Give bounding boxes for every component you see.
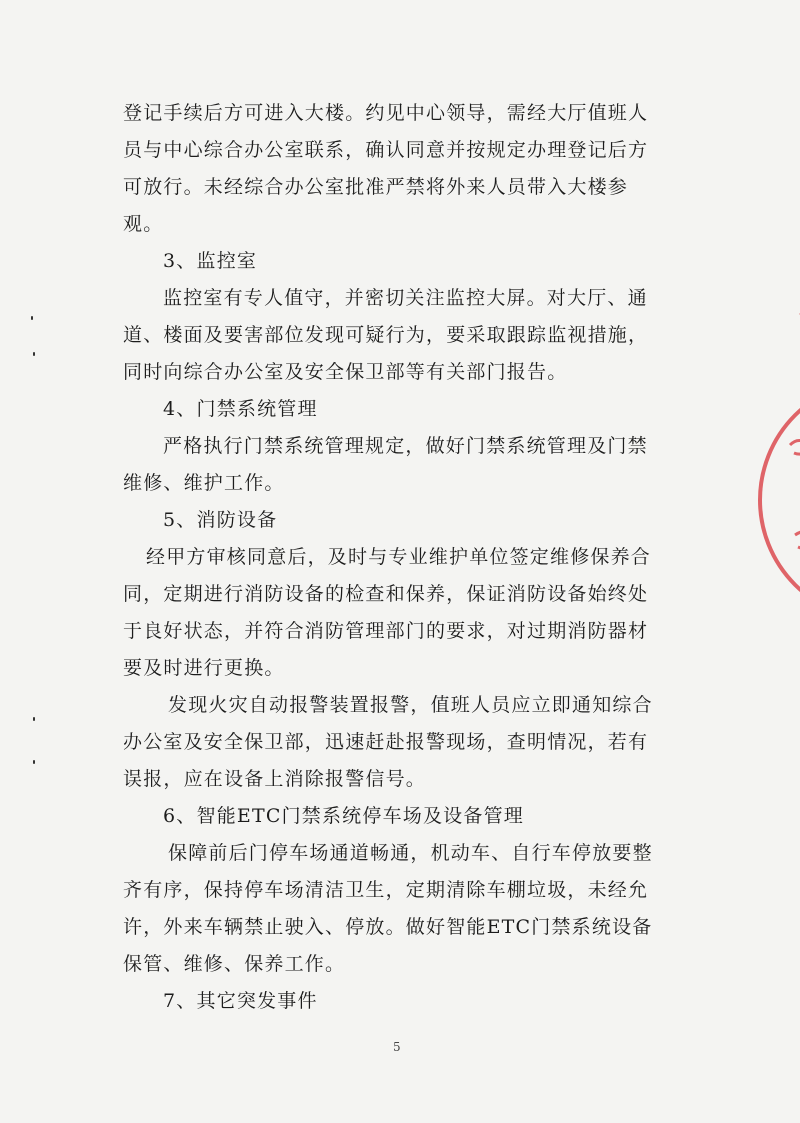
text-line: 登记手续后方可进入大楼。约见中心领导，需经大厅值班人 bbox=[123, 102, 649, 124]
text-line: 发现火灾自动报警装置报警，值班人员应立即通知综合 bbox=[168, 694, 653, 716]
red-seal-stamp bbox=[750, 235, 800, 785]
section-heading: 7、其它突发事件 bbox=[163, 990, 318, 1012]
scan-speck bbox=[33, 717, 35, 721]
text-line: 可放行。未经综合办公室批准严禁将外来人员带入大楼参 bbox=[123, 176, 629, 198]
text-line: 员与中心综合办公室联系，确认同意并按规定办理登记后方 bbox=[123, 139, 649, 161]
text-line: 经甲方审核同意后，及时与专业维护单位签定维修保养合 bbox=[146, 546, 652, 568]
text-line: 严格执行门禁系统管理规定，做好门禁系统管理及门禁 bbox=[163, 435, 648, 457]
scan-speck bbox=[33, 352, 35, 356]
text-line: 于良好状态，并符合消防管理部门的要求，对过期消防器材 bbox=[123, 620, 649, 642]
text-line: 道、楼面及要害部位发现可疑行为，要采取跟踪监视措施， bbox=[123, 324, 649, 346]
section-heading: 4、门禁系统管理 bbox=[163, 398, 318, 420]
text-line: 监控室有专人值守，并密切关注监控大屏。对大厅、通 bbox=[163, 287, 648, 309]
text-line: 保障前后门停车场通道畅通，机动车、自行车停放要整 bbox=[168, 842, 653, 864]
scan-speck bbox=[33, 760, 35, 764]
text-line: 同时向综合办公室及安全保卫部等有关部门报告。 bbox=[123, 361, 568, 383]
text-line: 许，外来车辆禁止驶入、停放。做好智能ETC门禁系统设备 bbox=[123, 916, 653, 938]
page-number: 5 bbox=[393, 1040, 401, 1054]
text-line: 齐有序，保持停车场清洁卫生，定期清除车棚垃圾，未经允 bbox=[123, 879, 649, 901]
text-line: 同，定期进行消防设备的检查和保养，保证消防设备始终处 bbox=[123, 583, 649, 605]
text-line: 办公室及安全保卫部，迅速赶赴报警现场，查明情况，若有 bbox=[123, 731, 649, 753]
text-line: 保管、维修、保养工作。 bbox=[123, 953, 346, 975]
text-line: 要及时进行更换。 bbox=[123, 657, 285, 679]
scan-speck bbox=[31, 316, 33, 320]
section-heading: 6、智能ETC门禁系统停车场及设备管理 bbox=[163, 805, 524, 827]
text-line: 维修、维护工作。 bbox=[123, 472, 285, 494]
text-line: 误报，应在设备上消除报警信号。 bbox=[123, 768, 427, 790]
text-line: 观。 bbox=[123, 213, 164, 235]
section-heading: 5、消防设备 bbox=[163, 509, 278, 531]
section-heading: 3、监控室 bbox=[163, 250, 258, 272]
